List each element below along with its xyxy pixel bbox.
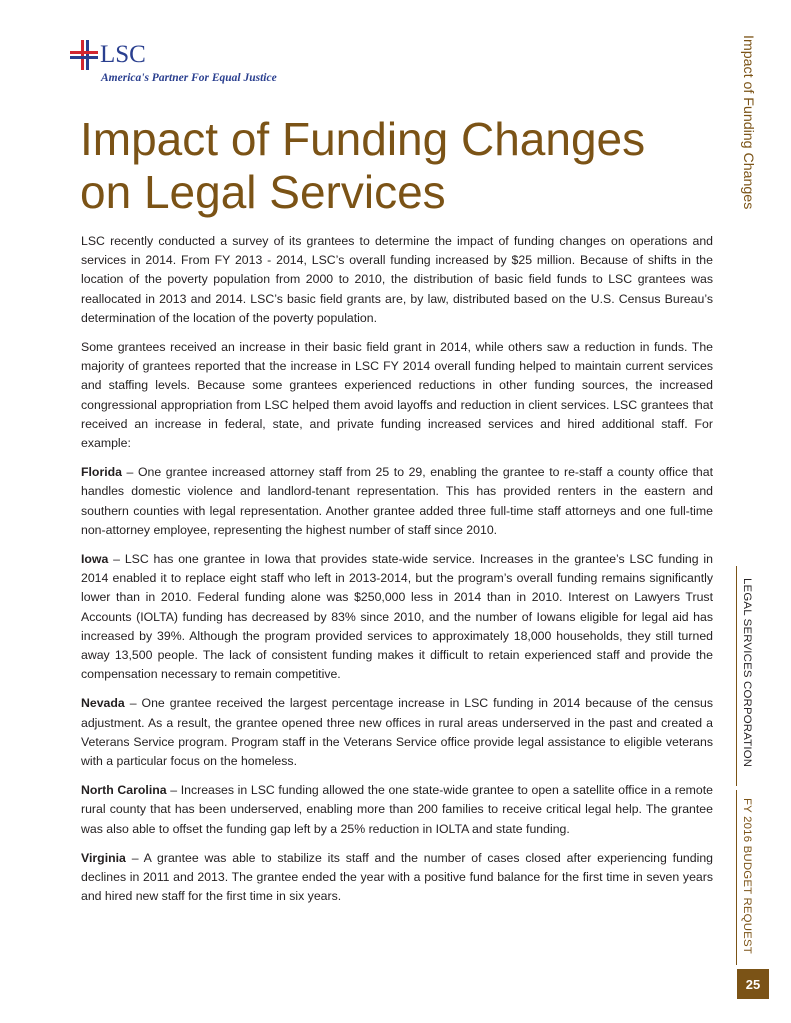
page-title (80, 113, 720, 219)
state-heading-north-carolina: North Carolina (81, 783, 167, 798)
sidebar-org-name: LEGAL SERVICES CORPORATION (741, 578, 753, 768)
page-number: 25 (737, 969, 769, 999)
sidebar-budget-label: FY 2016 BUDGET REQUEST (741, 798, 753, 954)
state-heading-florida: Florida (81, 465, 122, 480)
paragraph-nevada: Nevada – One grantee received the largest percentage increase in LSC funding in 2014 because of the census adjustment. As a result, the grantee opened three new offices in rural areas underserved in the past and created a Veterans Service program. Program staff in the Veterans Service office provide legal assistance to eligible veterans with a particular focus on the homeless. (81, 696, 713, 769)
state-heading-nevada: Nevada (81, 696, 125, 711)
lsc-cross-icon (70, 40, 98, 70)
paragraph-intro: LSC recently conducted a survey of its grantees to determine the impact of funding changes on operations and services in 2014. From FY 2013 - 2014, LSC’s overall funding increased by $25 million. Because of shifts in the location of the poverty population from 2000 to 2010, the distribution of basic field funds to LSC grantees was reallocated in 2013 and 2014. LSC’s basic field grants are, by law, distributed based on the U.S. Census Bureau’s determination of the location of the poverty population. (81, 234, 713, 325)
sidebar-section-title: Impact of Funding Changes (740, 35, 756, 210)
page-title-line-1: Impact of Funding Changes (80, 113, 646, 165)
body-content (81, 232, 713, 917)
paragraph-iowa: Iowa – LSC has one grantee in Iowa that provides state-wide service. Increases in the grantee’s LSC funding in 2014 enabled it to replace eight staff who left in 2013-2014, but the program’s overall funding remains significantly lower than in 2010. Federal funding alone was $250,000 less in 2014 than in 2010. Interest on Lawyers Trust Accounts (IOLTA) funding has decreased by 83% since 2010, and the number of Iowans eligible for legal aid has increased by 39%. Although the program provided services to approximately 18,000 households, they still turned away 13,500 people. The lack of consistent funding makes it difficult to retain experienced staff and provide the compensation necessary to remain competitive. (81, 552, 713, 682)
logo-name: LSC (100, 41, 146, 68)
logo-tagline: America's Partner For Equal Justice (101, 72, 277, 84)
sidebar-divider-1 (736, 566, 737, 786)
sidebar-divider-2 (736, 790, 737, 965)
paragraph-florida: Florida – One grantee increased attorney staff from 25 to 29, enabling the grantee to re-staff a county office that handles domestic violence and landlord-tenant representation. This has provided renters in the eastern and southern counties with legal representation. Another grantee added three full-time staff attorneys and one full-time non-attorney employee, representing the highest number of staff since 2010. (81, 465, 713, 537)
paragraph-increase: Some grantees received an increase in their basic field grant in 2014, while others saw a reduction in funds. The majority of grantees reported that the increase in LSC FY 2014 overall funding helped to maintain current services and staffing levels. Because some grantees experienced reductions in other funding sources, the increased congressional appropriation from LSC helped them avoid layoffs and reduction in client services. LSC grantees that received an increase in federal, state, and private funding increased services and hired additional staff. For example: (81, 340, 713, 451)
paragraph-north-carolina: North Carolina – Increases in LSC funding allowed the one state-wide grantee to open a satellite office in a remote rural county that has been underserved, enabling more than 200 families to receive critical legal help. The grantee was also able to offset the funding gap left by a 25% reduction in IOLTA and state funding. (81, 783, 713, 836)
paragraph-virginia: Virginia – A grantee was able to stabilize its staff and the number of cases closed after experiencing funding declines in 2011 and 2013. The grantee ended the year with a positive fund balance for the first time in seven years and hired new staff for the first time in six years. (81, 850, 713, 904)
lsc-logo (70, 40, 330, 100)
page-title-line-2: on Legal Services (80, 166, 446, 218)
state-heading-virginia: Virginia (81, 850, 126, 865)
state-heading-iowa: Iowa (81, 552, 109, 567)
